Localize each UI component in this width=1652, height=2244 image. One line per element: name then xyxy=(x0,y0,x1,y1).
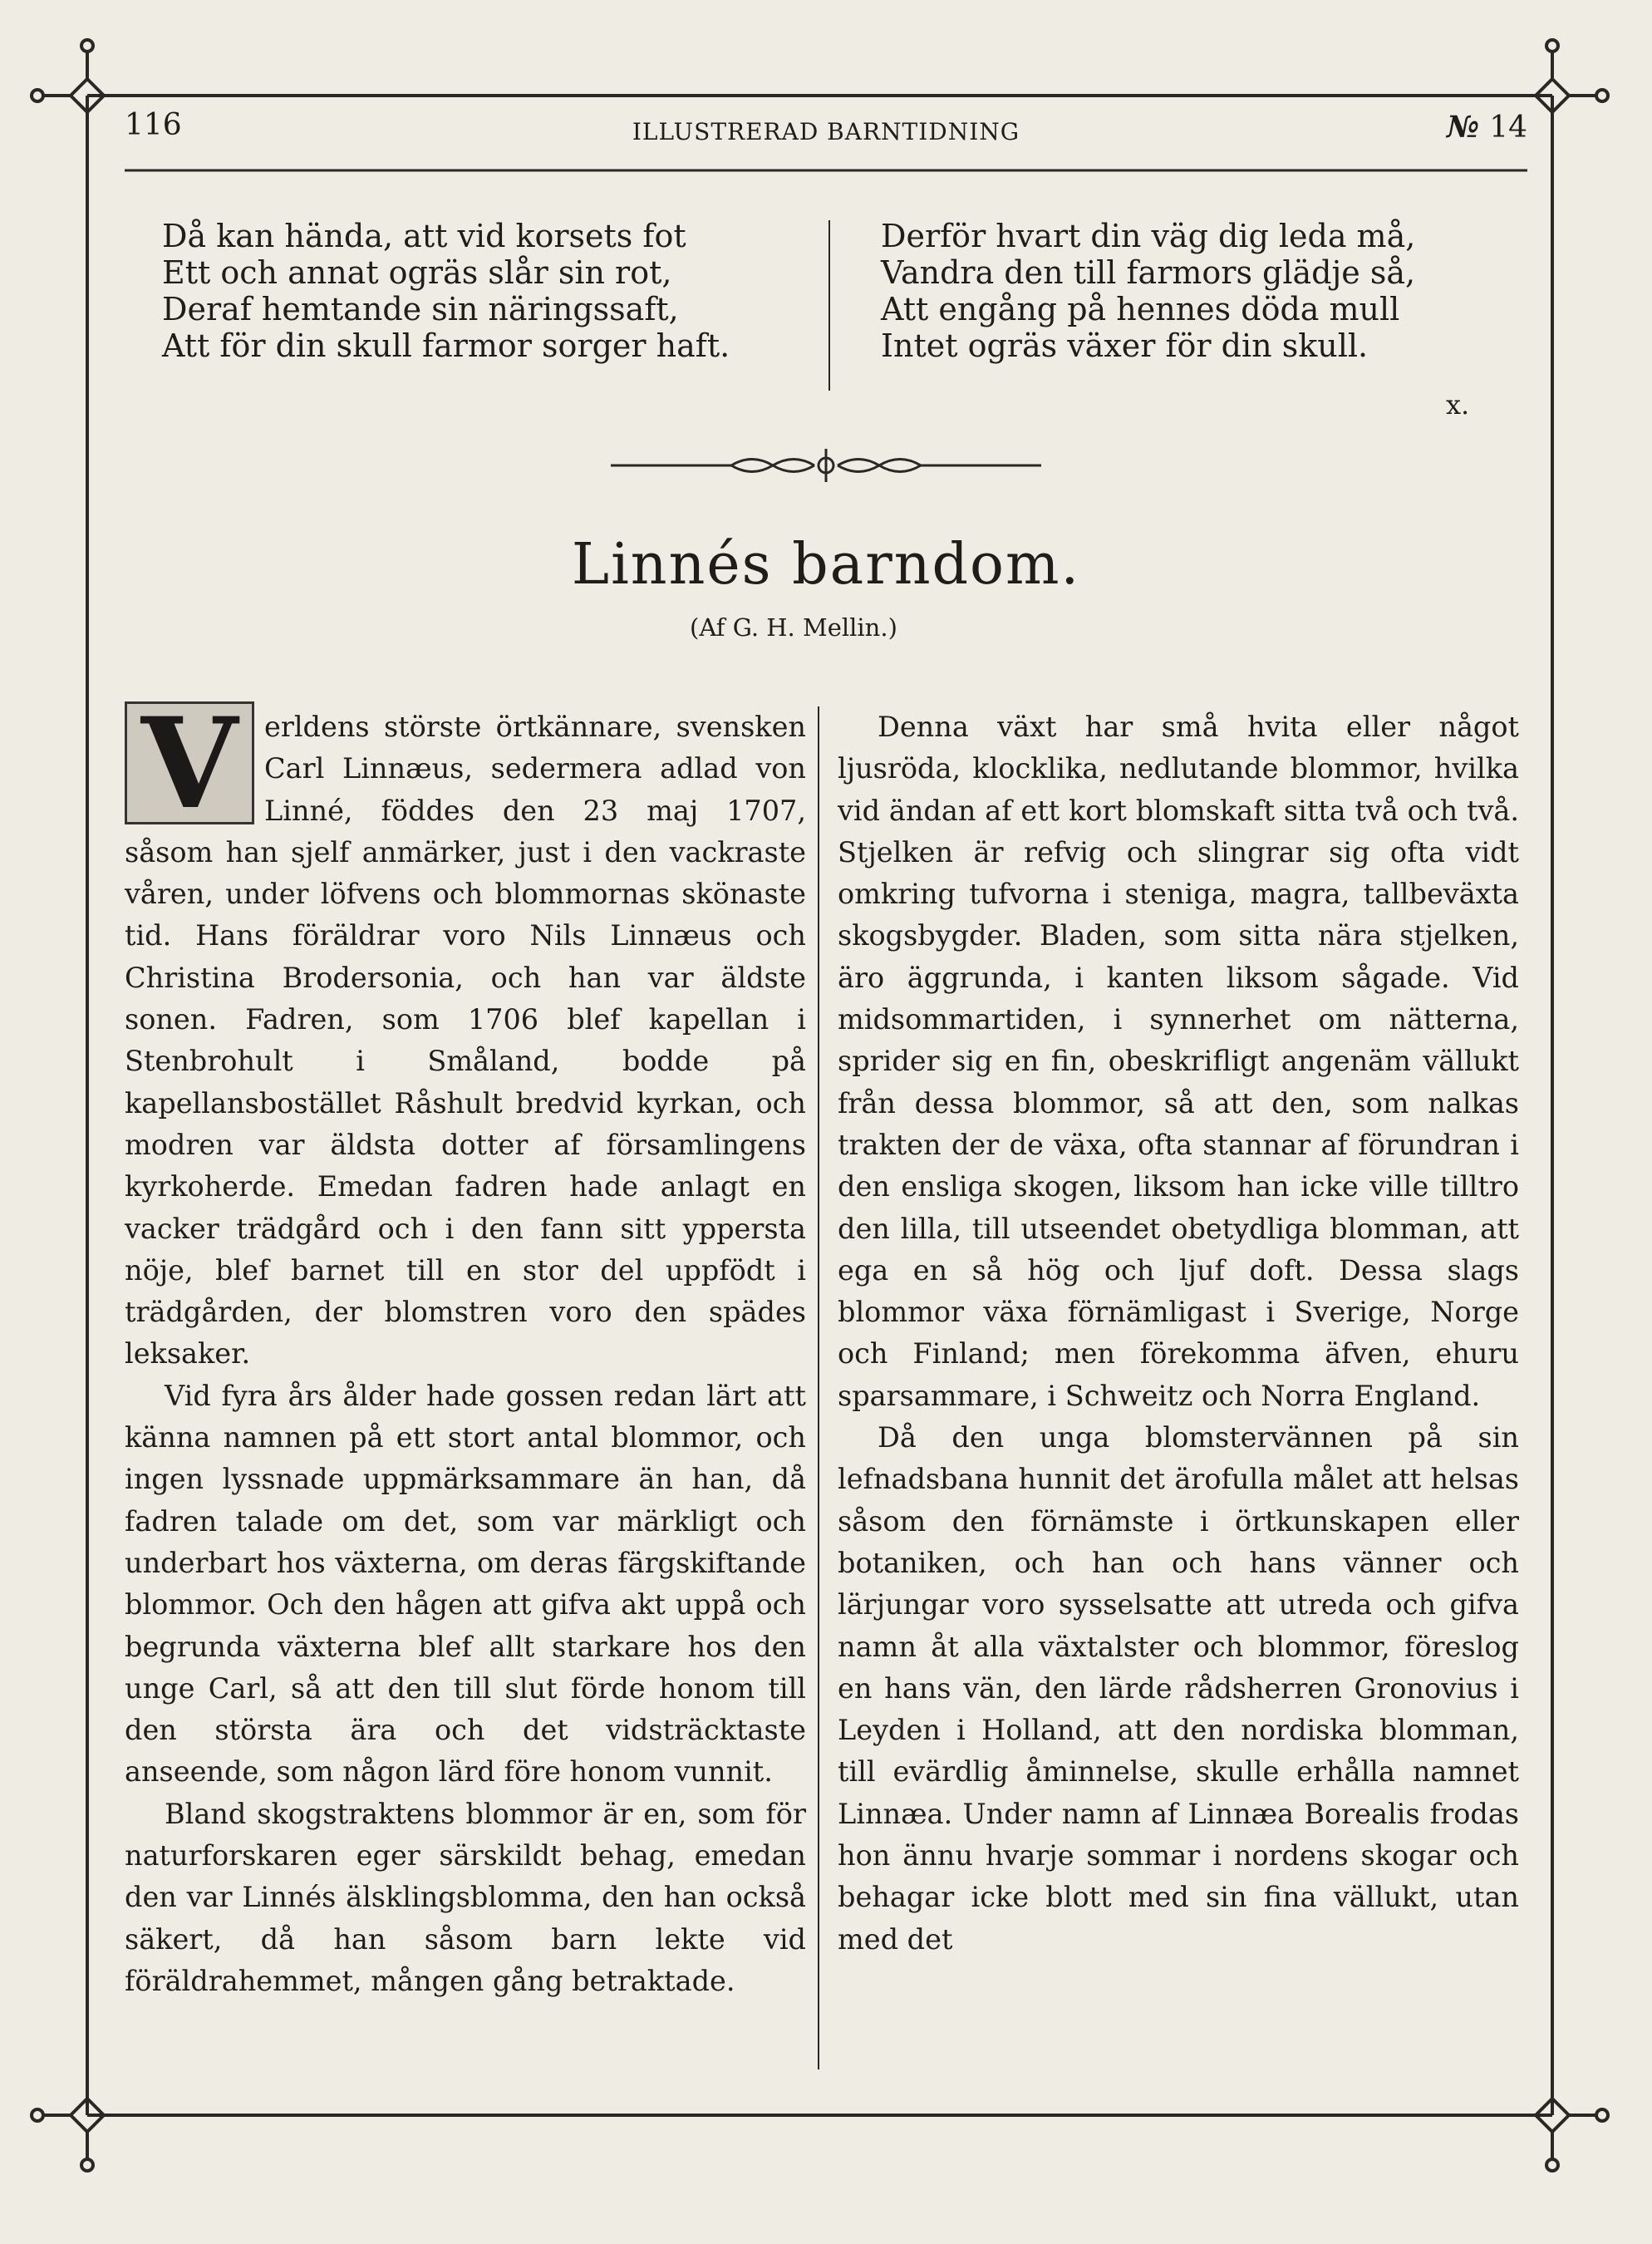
article-paragraph: Denna växt har små hvita eller något ljusröda, klocklika, nedlutande blommor, hvilka vid ändan af ett kort blomskaft sitta två och två. Stjelken är refvig och slingrar sig ofta vidt omkring tufvorna i steniga, magra, tallbeväxta skogsbygder. Bladen, som sitta nära stjelken, äro äggrunda, i kanten liksom sågade. Vid midsommartiden, i synnerhet om nätterna, sprider sig en fin, obeskrifligt angenäm vällukt från dessa blommor, så att den, som nalkas trakten der de växa, ofta stannar af förundran i den ensliga skogen, liksom han icke ville tilltro den lilla, till utseendet obetydliga blomman, att ega en så hög och ljuf doft. Dessa slags blommor växa förnämligast i Sverige, Norge och Finland; men förekomma äfven, ehuru sparsammare, i Schweitz och Norra England. xyxy=(838,711,1519,1412)
publication-title: ILLUSTRERAD BARNTIDNING xyxy=(632,118,1020,145)
poem-stanza-left xyxy=(162,218,730,364)
article-paragraph: Bland skogstraktens blommor är en, som för naturforskaren eger särskildt behag, emedan den var Linnés älsklingsblomma, den han också säkert, då han såsom barn lekte vid föräldrahemmet, mången gång betraktade. xyxy=(125,1797,806,1997)
poem-signature: x. xyxy=(1446,389,1470,421)
page-number: 116 xyxy=(125,108,182,142)
paragraph-text: erldens störste örtkännare, svensken Carl Linnæus, sedermera adlad von Linné, föddes den 23 maj 1707, såsom han sjelf anmärker, just i den vackraste våren, under löfvens och blommornas skönaste tid. Hans föräldrar voro Nils Linnæus och Christina Brodersonia, och han var äldste sonen. Fadren, som 1706 blef kapellan i Stenbrohult i Småland, bodde på kapellansbostället Råshult bredvid kyrkan, och modren var äldsta dotter af församlingens kyrkoherde. Emedan fadren hade anlagt en vacker trädgård och i den fann sitt yppersta nöje, blef barnet till en stor del uppfödt i trädgården, der blomstren voro den spädes leksaker. xyxy=(125,711,806,1371)
poem-line: Deraf hemtande sin näringssaft, xyxy=(162,291,679,327)
poem-line: Ett och annat ogräs slår sin rot, xyxy=(162,254,672,291)
drop-cap-letter: V xyxy=(140,691,238,837)
section-divider-ornament-icon xyxy=(611,449,1041,482)
article-paragraph: Då den unga blomstervännen på sin lefnadsbana hunnit det ärofulla målet att helsas såsom den förnämste i örtkunskapen eller botaniken, och han och hans vänner och lärjungar voro sysselsatte att utreda och gifva namn åt alla växtalster och blommor, föreslog en hans vän, den lärde rådsherren Gronovius i Leyden i Holland, att den nordiska blomman, till evärdlig åminnelse, skulle erhålla namnet Linnæa. Under namn af Linnæa Borealis frodas hon ännu hvarje sommar i nordens skogar och behagar icke blott med sin fina vällukt, utan med det xyxy=(838,1421,1519,1956)
issue-number xyxy=(1447,110,1527,145)
article-paragraph xyxy=(125,691,806,1375)
poem-line: Att för din skull farmor sorger haft. xyxy=(162,327,730,364)
poem-line: Att engång på hennes döda mull xyxy=(881,291,1400,327)
corner-ornament-top-right-icon xyxy=(1536,40,1608,112)
article-column-left xyxy=(125,691,806,2002)
corner-ornament-bottom-left-icon xyxy=(32,2099,104,2171)
drop-cap-initial xyxy=(125,691,254,837)
poem-stanza-right xyxy=(881,218,1415,364)
corner-ornament-top-left-icon xyxy=(32,40,104,112)
running-header xyxy=(125,108,1527,158)
article-paragraph: Vid fyra års ålder hade gossen redan lärt att känna namnen på ett stort antal blommor, och ingen lyssnade uppmärksammare än han, då fadren talade om det, som var märkligt och underbart hos växterna, om deras färgskiftande blommor. Och den hågen att gifva akt uppå och begrunda växterna blef allt starkare hos den unge Carl, så att den till slut förde honom till den största ära och det vidsträcktaste anseende, som någon lärd före honom vunnit. xyxy=(125,1379,806,1789)
poem-line: Då kan hända, att vid korsets fot xyxy=(162,218,686,254)
poem-line: Vandra den till farmors glädje så, xyxy=(881,254,1416,291)
poem-line: Intet ogräs växer för din skull. xyxy=(881,327,1369,364)
poem-line: Derför hvart din väg dig leda må, xyxy=(881,218,1416,254)
corner-ornament-bottom-right-icon xyxy=(1536,2099,1608,2171)
article-title: Linnés barndom. xyxy=(571,532,1081,598)
article-byline: (Af G. H. Mellin.) xyxy=(690,613,897,642)
issue-symbol: № xyxy=(1447,110,1480,145)
issue-number-value: 14 xyxy=(1489,111,1527,145)
article-column-right xyxy=(838,706,1519,1961)
